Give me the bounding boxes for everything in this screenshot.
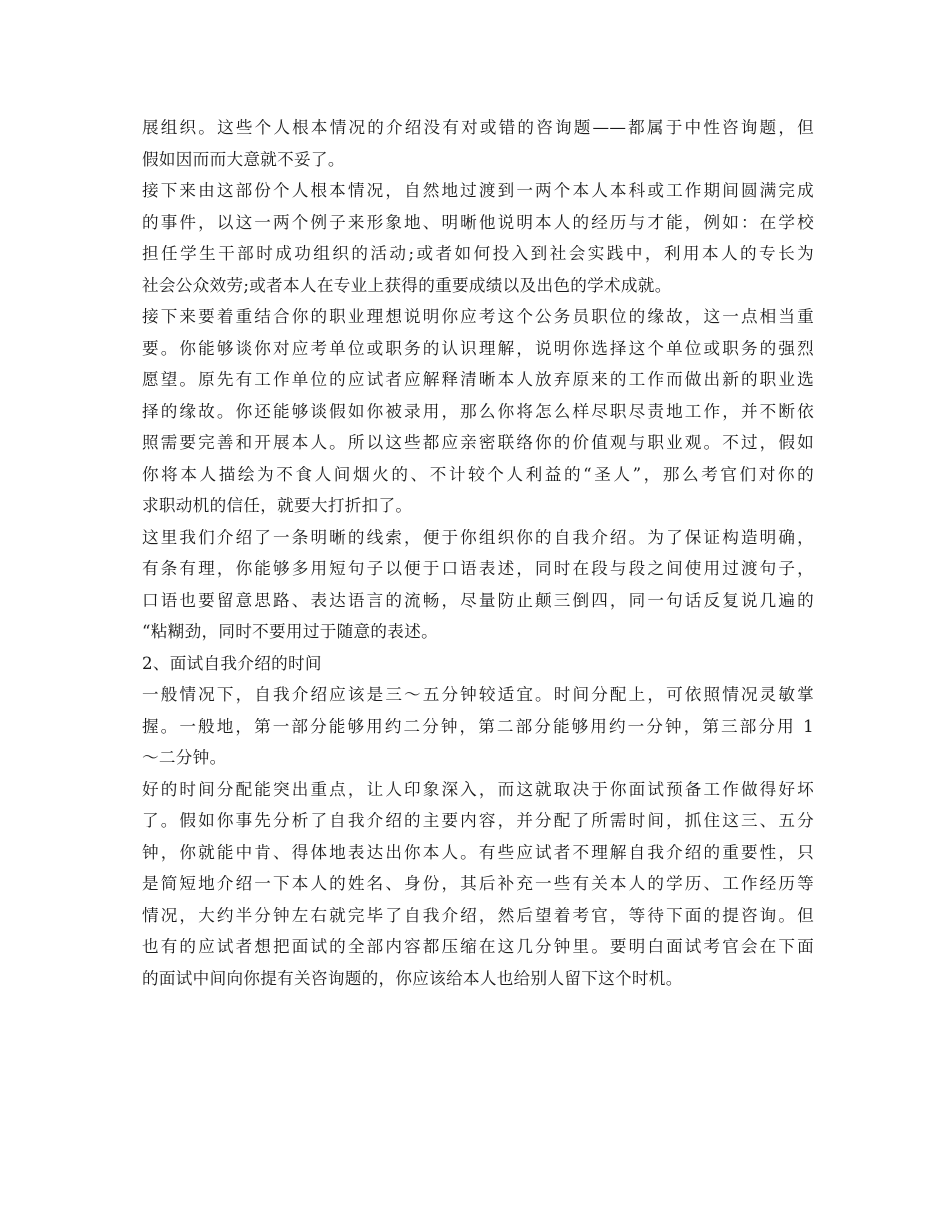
text-line: 展组织。这些个人根本情况的介绍没有对或错的咨询题——都属于中性咨询题，但: [142, 118, 814, 137]
text-line: 接下来要着重结合你的职业理想说明你应考这个公务员职位的缘故，这一点相当重: [142, 307, 814, 326]
text-line: ～二分钟。: [142, 748, 227, 767]
text-line: 是简短地介绍一下本人的姓名、身份，其后补充一些有关本人的学历、工作经历等: [142, 874, 814, 893]
text-line: 假如因而而大意就不妥了。: [142, 149, 345, 169]
text-line: 好的时间分配能突出重点，让人印象深入，而这就取决于你面试预备工作做得好坏: [142, 779, 814, 799]
text-line: 了。假如你事先分析了自我介绍的主要内容，并分配了所需时间，抓住这三、五分: [142, 811, 814, 830]
text-line: 的事件，以这一两个例子来形象地、明晰他说明本人的经历与才能，例如：在学校: [142, 212, 814, 232]
text-line: 照需要完善和开展本人。所以这些都应亲密联络你的价值观与职业观。不过，假如: [142, 433, 814, 452]
text-line: 也有的应试者想把面试的全部内容都压缩在这几分钟里。要明白面试考官会在下面: [142, 937, 814, 956]
text-line: 社会公众效劳;或者本人在专业上获得的重要成绩以及出色的学术成就。: [142, 275, 672, 295]
document-body: [142, 112, 814, 994]
text-line: 要。你能够谈你对应考单位或职务的认识理解，说明你选择这个单位或职务的强烈: [142, 338, 814, 358]
text-line: 一般情况下，自我介绍应该是三～五分钟较适宜。时间分配上，可依照情况灵敏掌: [142, 685, 814, 704]
text-line: 求职动机的信任，就要大打折扣了。: [142, 496, 413, 515]
text-line: 愿望。原先有工作单位的应试者应解释清晰本人放弃原来的工作而做出新的职业选: [142, 370, 814, 389]
text-line: 情况，大约半分钟左右就完毕了自我介绍，然后望着考官，等待下面的提咨询。但: [142, 905, 814, 925]
text-line: 握。一般地，第一部分能够用约二分钟，第二部分能够用约一分钟，第三部分用 1: [142, 716, 814, 736]
text-line: 有条有理，你能够多用短句子以便于口语表述，同时在段与段之间使用过渡句子，: [142, 559, 814, 578]
text-line: 你将本人描绘为不食人间烟火的、不计较个人利益的“圣人”，那么考官们对你的: [142, 464, 814, 484]
text-line: 这里我们介绍了一条明晰的线索，便于你组织你的自我介绍。为了保证构造明确，: [142, 527, 814, 547]
text-line: 口语也要留意思路、表达语言的流畅，尽量防止颠三倒四，同一句话反复说几遍的: [142, 590, 814, 610]
text-line: 择的缘故。你还能够谈假如你被录用，那么你将怎么样尽职尽责地工作，并不断依: [142, 401, 814, 421]
section-heading: 2、面试自我介绍的时间: [142, 653, 322, 673]
text-line: “粘糊劲，同时不要用过于随意的表述。: [142, 622, 438, 641]
text-line: 钟，你就能中肯、得体地表达出你本人。有些应试者不理解自我介绍的重要性，只: [142, 842, 814, 862]
text-line: 担任学生干部时成功组织的活动;或者如何投入到社会实践中，利用本人的专长为: [142, 244, 814, 263]
text-line: 接下来由这部份个人根本情况，自然地过渡到一两个本人本科或工作期间圆满完成: [142, 181, 814, 200]
text-line: 的面试中间向你提有关咨询题的，你应该给本人也给别人留下这个时机。: [142, 968, 683, 988]
